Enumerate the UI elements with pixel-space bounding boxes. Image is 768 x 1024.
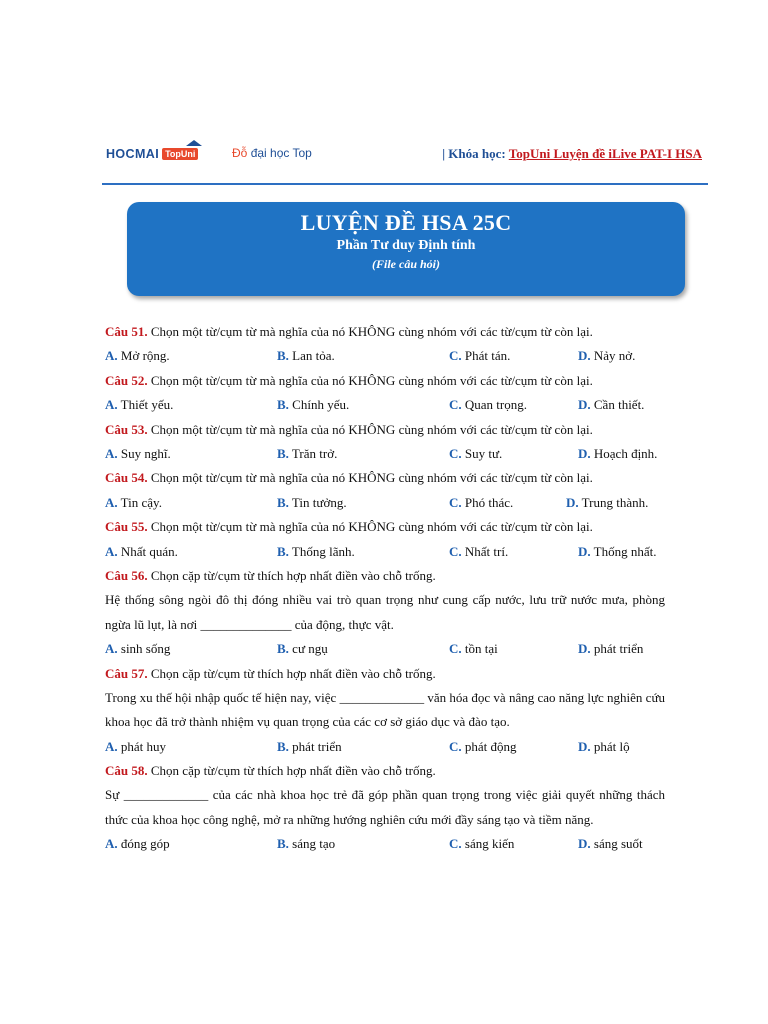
answer-options [105, 832, 665, 856]
answer-option[interactable] [449, 540, 508, 564]
question-number: Câu 54. [105, 470, 148, 486]
question-prompt [105, 466, 665, 490]
option-text: Suy tư. [461, 445, 503, 461]
option-text: Thiết yếu. [117, 397, 174, 413]
course-info [442, 146, 702, 162]
slogan-red: Đỗ [232, 146, 248, 160]
option-label: D. [578, 738, 591, 754]
option-text: phát triển [590, 641, 644, 657]
question-number: Câu 55. [105, 519, 148, 535]
question-prompt [105, 418, 665, 442]
option-label: A. [105, 543, 118, 559]
question-text: Chọn một từ/cụm từ mà nghĩa của nó KHÔNG cùng nhóm với các từ/cụm từ còn lại. [147, 519, 593, 535]
question-prompt [105, 662, 665, 686]
answer-option[interactable] [105, 491, 162, 515]
question-list [105, 320, 665, 857]
answer-options [105, 540, 665, 564]
question-stem: Hệ thống sông ngòi đô thị đóng nhiều vai trò quan trọng như cung cấp nước, lưu trữ nước mưa, phòng ngừa lũ lụt, là nơi ______________ của động, thực vật. [105, 592, 665, 632]
option-label: C. [449, 348, 462, 364]
banner-subtitle: Phần Tư duy Định tính [336, 238, 476, 253]
question-block [105, 515, 665, 564]
option-label: C. [449, 397, 462, 413]
question-number: Câu 51. [105, 324, 148, 339]
answer-options [105, 442, 665, 466]
option-label: D. [566, 494, 579, 510]
option-label: B. [277, 397, 289, 413]
question-prompt [105, 369, 665, 393]
option-label: C. [449, 738, 462, 754]
option-text: Phát tán. [461, 348, 511, 364]
answer-options [105, 637, 665, 661]
question-text: Chọn một từ/cụm từ mà nghĩa của nó KHÔNG cùng nhóm với các từ/cụm từ còn lại. [147, 421, 593, 437]
answer-option[interactable] [277, 344, 335, 368]
hocmai-logo [106, 147, 198, 161]
option-text: đóng góp [117, 836, 170, 852]
question-number: Câu 53. [105, 421, 148, 437]
answer-option[interactable] [105, 637, 170, 661]
option-label: B. [277, 494, 289, 510]
answer-option[interactable] [105, 832, 170, 856]
option-text: Hoạch định. [590, 445, 658, 461]
option-text: phát động [461, 738, 517, 754]
option-label: C. [449, 543, 462, 559]
option-text: phát huy [117, 738, 167, 754]
option-text: Thống lãnh. [288, 543, 355, 559]
question-number: Câu 52. [105, 372, 148, 388]
answer-option[interactable] [578, 442, 657, 466]
option-text: Nhất trí. [461, 543, 509, 559]
option-text: Tin tưởng. [288, 494, 347, 510]
graduation-cap-icon [186, 140, 202, 146]
question-prompt [105, 759, 665, 783]
option-text: Nảy nở. [590, 348, 636, 364]
option-label: B. [277, 445, 289, 461]
option-label: A. [105, 641, 118, 657]
answer-option[interactable] [578, 735, 630, 759]
answer-option[interactable] [566, 491, 648, 515]
question-number: Câu 56. [105, 567, 148, 583]
answer-option[interactable] [578, 540, 656, 564]
answer-option[interactable] [277, 540, 355, 564]
answer-option[interactable] [277, 637, 328, 661]
page-header [106, 138, 706, 178]
question-block [105, 564, 665, 662]
answer-option[interactable] [578, 393, 644, 417]
option-label: A. [105, 836, 118, 852]
option-label: A. [105, 348, 118, 364]
option-text: tồn tại [461, 641, 498, 657]
option-text: Tin cậy. [117, 494, 162, 510]
option-label: A. [105, 738, 118, 754]
answer-option[interactable] [277, 491, 347, 515]
banner-file-label: (File câu hỏi) [372, 257, 440, 271]
option-label: D. [578, 641, 591, 657]
option-text: Phó thác. [461, 494, 514, 510]
option-text: Trung thành. [578, 494, 649, 510]
question-block [105, 369, 665, 418]
answer-option[interactable] [277, 442, 337, 466]
option-text: cư ngụ [288, 641, 328, 657]
option-label: C. [449, 494, 462, 510]
answer-option[interactable] [105, 344, 170, 368]
course-prefix: | Khóa học: [442, 146, 509, 161]
slogan-blue: đại học Top [250, 146, 312, 160]
question-block [105, 418, 665, 467]
option-text: sáng kiến [461, 836, 515, 852]
option-label: D. [578, 397, 591, 413]
answer-option[interactable] [105, 393, 173, 417]
question-text: Chọn cặp từ/cụm từ thích hợp nhất điền vào chỗ trống. [147, 763, 436, 779]
answer-options [105, 735, 665, 759]
answer-option[interactable] [449, 637, 498, 661]
question-block [105, 759, 665, 857]
option-label: A. [105, 494, 118, 510]
option-label: B. [277, 641, 289, 657]
option-label: A. [105, 445, 118, 461]
question-text: Chọn cặp từ/cụm từ thích hợp nhất điền vào chỗ trống. [147, 665, 436, 681]
answer-options [105, 491, 665, 515]
question-stem: Sự _____________ của các nhà khoa học trẻ đã góp phần quan trọng trong việc giải quyết những thách thức của khoa học công nghệ, mở ra những hướng nghiên cứu mới đầy sáng tạo và tiềm năng. [105, 787, 665, 827]
answer-option[interactable] [449, 491, 513, 515]
option-text: Quan trọng. [461, 397, 527, 413]
option-text: sáng suốt [590, 836, 643, 852]
option-label: A. [105, 397, 118, 413]
question-text: Chọn cặp từ/cụm từ thích hợp nhất điền vào chỗ trống. [147, 567, 436, 583]
answer-option[interactable] [105, 735, 166, 759]
answer-options [105, 344, 665, 368]
slogan [232, 146, 312, 160]
question-block [105, 662, 665, 760]
answer-option[interactable] [105, 540, 178, 564]
answer-option[interactable] [578, 832, 643, 856]
course-link[interactable]: TopUni Luyện đề iLive PAT-I HSA [508, 146, 702, 161]
option-label: C. [449, 641, 462, 657]
question-text: Chọn một từ/cụm từ mà nghĩa của nó KHÔNG cùng nhóm với các từ/cụm từ còn lại. [147, 372, 593, 388]
answer-option[interactable] [105, 442, 171, 466]
answer-option[interactable] [449, 442, 502, 466]
option-label: C. [449, 445, 462, 461]
answer-option[interactable] [578, 344, 635, 368]
question-number: Câu 57. [105, 665, 148, 681]
answer-option[interactable] [449, 393, 527, 417]
option-label: D. [578, 836, 591, 852]
title-banner [127, 202, 685, 296]
question-prompt [105, 564, 665, 588]
option-label: D. [578, 543, 591, 559]
option-label: B. [277, 543, 289, 559]
header-divider [102, 183, 708, 185]
answer-option[interactable] [578, 637, 643, 661]
option-text: Mở rộng. [117, 348, 170, 364]
question-text: Chọn một từ/cụm từ mà nghĩa của nó KHÔNG cùng nhóm với các từ/cụm từ còn lại. [147, 324, 593, 339]
question-block [105, 320, 665, 369]
question-prompt [105, 515, 665, 539]
option-label: B. [277, 738, 289, 754]
answer-option[interactable] [277, 832, 335, 856]
option-text: Thống nhất. [590, 543, 657, 559]
option-text: phát lộ [590, 738, 630, 754]
question-prompt [105, 320, 665, 344]
option-text: Lan tỏa. [288, 348, 335, 364]
logo-badge-text: TopUni [165, 149, 196, 159]
option-text: Cần thiết. [590, 397, 645, 413]
option-text: sinh sống [117, 641, 171, 657]
answer-option[interactable] [277, 393, 349, 417]
option-text: phát triển [288, 738, 342, 754]
option-text: Trăn trở. [288, 445, 338, 461]
question-text: Chọn một từ/cụm từ mà nghĩa của nó KHÔNG cùng nhóm với các từ/cụm từ còn lại. [147, 470, 593, 486]
option-text: Chính yếu. [288, 397, 350, 413]
option-text: sáng tạo [288, 836, 336, 852]
option-label: C. [449, 836, 462, 852]
question-number: Câu 58. [105, 763, 148, 779]
logo-badge [162, 148, 198, 160]
logo-main-text: HOCMAI [106, 147, 160, 161]
question-stem: Trong xu thế hội nhập quốc tế hiện nay, việc _____________ văn hóa đọc và nâng cao năng lực nghiên cứu khoa học đã trở thành nhiệm vụ quan trọng của các cơ sở giáo dục và đào tạo. [105, 689, 665, 730]
answer-option[interactable] [277, 735, 342, 759]
option-label: D. [578, 445, 591, 461]
option-label: D. [578, 348, 591, 364]
option-label: B. [277, 836, 289, 852]
answer-options [105, 393, 665, 417]
question-block [105, 466, 665, 515]
option-label: B. [277, 348, 289, 364]
option-text: Suy nghĩ. [117, 445, 171, 461]
banner-title: LUYỆN ĐỀ HSA 25C [300, 210, 512, 235]
answer-option[interactable] [449, 735, 517, 759]
option-text: Nhất quán. [117, 543, 178, 559]
answer-option[interactable] [449, 832, 514, 856]
answer-option[interactable] [449, 344, 510, 368]
